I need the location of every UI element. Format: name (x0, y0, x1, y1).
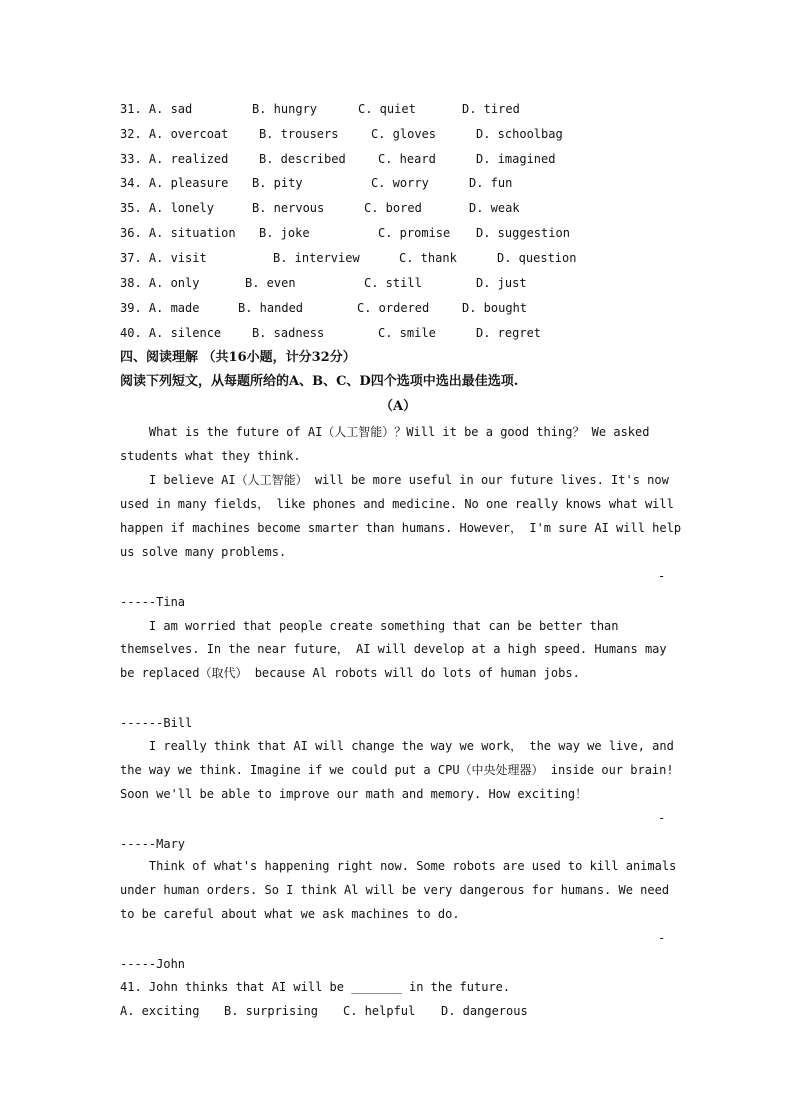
dash-mark: - (658, 569, 666, 583)
passage-line: used in many fields， like phones and medicine. No one really knows what will (120, 497, 674, 511)
option-c: C. heard (378, 152, 436, 166)
option-b: B. described (259, 152, 346, 166)
option-b: B. surprising (224, 1004, 318, 1018)
passage-label: （A） (380, 399, 417, 414)
option-c: C. worry (371, 176, 429, 190)
passage-line: be replaced（取代） because Al robots will do lots of human jobs. (120, 666, 580, 680)
option-a: A. exciting (120, 1004, 200, 1018)
option-c: C. promise (378, 226, 451, 240)
option-a: 33. A. realized (120, 152, 229, 166)
passage-line: under human orders. So I think Al will be very dangerous for humans. We need (120, 883, 670, 897)
option-d: D. schoolbag (476, 127, 563, 141)
passage-line: the way we think. Imagine if we could put a CPU（中央处理器） inside our brain! (120, 763, 674, 777)
option-d: D. dangerous (441, 1004, 528, 1018)
passage-line: Think of what's happening right now. Some robots are used to kill animals (120, 859, 677, 873)
passage-line: I really think that AI will change the way we work， the way we live, and (120, 739, 674, 753)
question-stem: 41. John thinks that AI will be _______ in the future. (120, 980, 511, 994)
option-c: C. still (364, 276, 422, 290)
passage-line: I believe AI（人工智能） will be more useful in our future lives. It's now (120, 473, 669, 487)
option-a: 34. A. pleasure (120, 176, 229, 190)
option-c: C. quiet (358, 102, 416, 116)
section-instruction: 阅读下列短文，从每题所给的A、B、C、D四个选项中选出最佳选项. (120, 374, 519, 389)
option-a: 31. A. sad (120, 102, 193, 116)
option-d: D. regret (476, 326, 542, 340)
option-b: B. sadness (252, 326, 325, 340)
option-a: 40. A. silence (120, 326, 222, 340)
option-c: C. gloves (371, 127, 437, 141)
passage-line: to be careful about what we ask machines to do. (120, 907, 460, 921)
option-d: D. imagined (476, 152, 556, 166)
option-b: B. hungry (252, 102, 318, 116)
passage-line: I am worried that people create something that can be better than (120, 619, 619, 633)
option-c: C. smile (378, 326, 436, 340)
option-c: C. bored (364, 201, 422, 215)
option-b: B. even (245, 276, 296, 290)
option-b: B. pity (252, 176, 303, 190)
option-a: 32. A. overcoat (120, 127, 229, 141)
option-d: D. suggestion (476, 226, 570, 240)
option-b: B. handed (238, 301, 304, 315)
option-a: 36. A. situation (120, 226, 236, 240)
option-d: D. bought (462, 301, 528, 315)
option-a: 38. A. only (120, 276, 200, 290)
signature-bill: ------Bill (120, 716, 193, 730)
option-c: C. ordered (357, 301, 430, 315)
passage-line: us solve many problems. (120, 545, 287, 559)
option-b: B. joke (259, 226, 310, 240)
dash-mark: - (658, 811, 666, 825)
passage-line: happen if machines become smarter than humans. However， I'm sure AI will help (120, 521, 682, 535)
option-c: C. thank (399, 251, 457, 265)
option-b: B. interview (273, 251, 360, 265)
dash-mark: - (658, 931, 666, 945)
signature-john: -----John (120, 957, 186, 971)
option-b: B. trousers (259, 127, 339, 141)
signature-mary: -----Mary (120, 837, 186, 851)
option-d: D. fun (469, 176, 513, 190)
option-d: D. weak (469, 201, 520, 215)
option-d: D. question (497, 251, 577, 265)
signature-tina: -----Tina (120, 595, 186, 609)
option-a: 37. A. visit (120, 251, 207, 265)
option-c: C. helpful (343, 1004, 416, 1018)
option-d: D. tired (462, 102, 520, 116)
option-b: B. nervous (252, 201, 325, 215)
passage-line: What is the future of AI（人工智能）？Will it be a good thing？ We asked (120, 425, 650, 439)
passage-line: students what they think. (120, 449, 301, 463)
option-d: D. just (476, 276, 527, 290)
passage-line: themselves. In the near future， AI will develop at a high speed. Humans may (120, 642, 667, 656)
option-a: 39. A. made (120, 301, 200, 315)
section-title: 四、阅读理解 （共16小题，计分32分） (120, 350, 356, 365)
passage-line: Soon we'll be able to improve our math and memory. How exciting！ (120, 787, 588, 801)
option-a: 35. A. lonely (120, 201, 214, 215)
